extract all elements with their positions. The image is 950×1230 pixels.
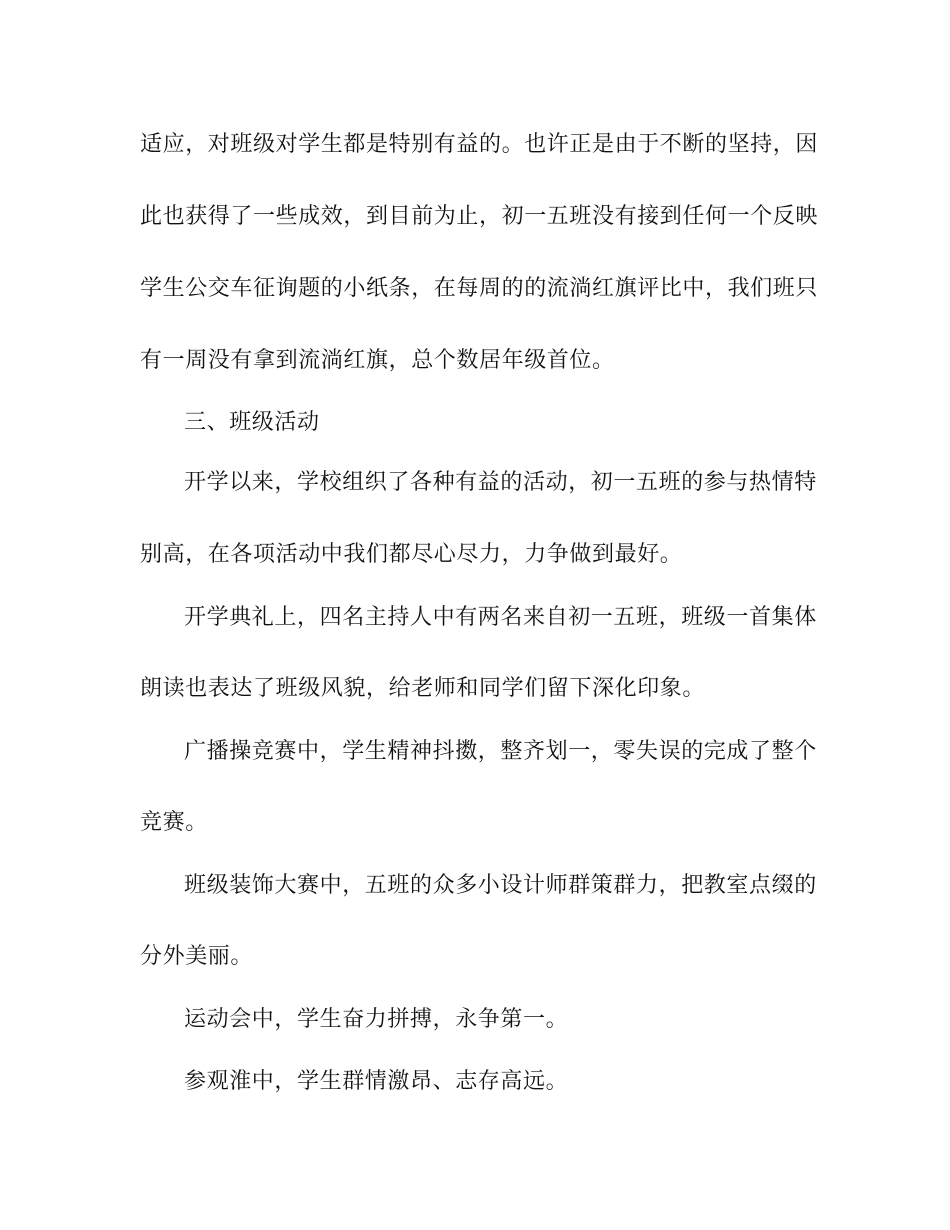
section-heading: 三、班级活动 xyxy=(184,410,320,435)
paragraph-line: 此也获得了一些成效，到目前为止，初一五班没有接到任何一个反映 xyxy=(140,204,819,229)
paragraph-line: 别高，在各项活动中我们都尽心尽力，力争做到最好。 xyxy=(140,542,683,567)
paragraph-line: 有一周没有拿到流淌红旗，总个数居年级首位。 xyxy=(140,348,615,373)
paragraph-line: 班级装饰大赛中，五班的众多小设计师群策群力，把教室点缀的 xyxy=(184,873,817,898)
paragraph-line: 广播操竞赛中，学生精神抖擞，整齐划一，零失误的完成了整个 xyxy=(184,739,817,764)
paragraph-line: 分外美丽。 xyxy=(140,944,254,969)
paragraph-line: 开学典礼上，四名主持人中有两名来自初一五班，班级一首集体 xyxy=(184,605,817,630)
paragraph-line: 学生公交车征询题的小纸条，在每周的的流淌红旗评比中，我们班只 xyxy=(140,276,819,301)
paragraph-line: 参观淮中，学生群情激昂、志存高远。 xyxy=(184,1069,569,1094)
paragraph-line: 适应，对班级对学生都是特别有益的。也许正是由于不断的坚持，因 xyxy=(140,132,819,157)
paragraph-line: 开学以来，学校组织了各种有益的活动，初一五班的参与热情特 xyxy=(184,470,817,495)
paragraph-line: 竞赛。 xyxy=(140,810,208,835)
paragraph-line: 朗读也表达了班级风貌，给老师和同学们留下深化印象。 xyxy=(140,676,706,701)
paragraph-line: 运动会中，学生奋力拼搏，永争第一。 xyxy=(184,1007,569,1032)
